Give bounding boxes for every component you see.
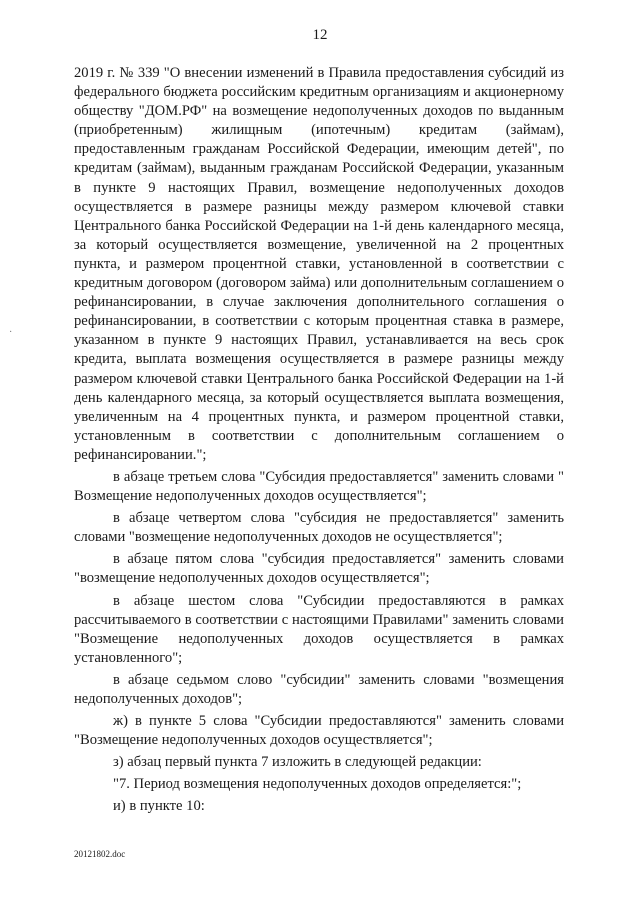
- paragraph-7: ж) в пункте 5 слова "Субсидии предоставляются" заменить словами "Возмещение недополученных доходов осуществляется";: [74, 713, 564, 749]
- paragraph-10: и) в пункте 10:: [113, 798, 205, 815]
- paragraph-8: з) абзац первый пункта 7 изложить в следующей редакции:: [113, 754, 482, 771]
- paragraph-9: "7. Период возмещения недополученных доходов определяется:";: [113, 776, 522, 793]
- paragraph-4: в абзаце пятом слова "субсидия предоставляется" заменить словами "возмещение недополученных доходов осуществляется";: [74, 551, 564, 587]
- page-number: 12: [312, 27, 328, 43]
- paragraph-1: 2019 г. № 339 "О внесении изменений в Правила предоставления субсидий из федерального бюджета российским кредитным организациям и акционерному обществу "ДОМ.РФ" на возмещение недополученных доходов по выданным (приобретенным) жилищным (ипотечным) кредитам (займам), предоставленным гражданам Российской Федерации, имеющим детей", по кредитам (займам), выданным гражданам Российской Федерации, указанным в пункте 9 настоящих Правил, возмещение недополученных доходов осуществляется в размере разницы между размером ключевой ставки Центрального банка Российской Федерации на 1-й день календарного месяца, за который осуществляется возмещение, увеличенной на 2 процентных пункта, и размером процентной ставки, установленной в соответствии с кредитным договором (договором займа) или дополнительным соглашением о рефинансировании, в случае заключения дополнительного соглашения о рефинансировании, в соответствии с которым процентная ставка в размере, указанном в пункте 9 настоящих Правил, устанавливается на весь срок кредита, выплата возмещения осуществляется в размере разницы между размером ключевой ставки Центрального банка Российской Федерации на 1-й день календарного месяца, за который осуществляется выплата возмещения, увеличенным на 4 процентных пункта, и размером процентной ставки, установленным в соответствии с дополнительным соглашением о рефинансировании.";: [74, 65, 564, 463]
- paragraph-6: в абзаце седьмом слово "субсидии" заменить словами "возмещения недополученных доходов";: [74, 671, 564, 707]
- document-body: [74, 64, 564, 817]
- paragraph-2: в абзаце третьем слова "Субсидия предоставляется" заменить словами " Возмещение недополученных доходов осуществляется";: [74, 468, 564, 505]
- margin-mark: ·: [9, 327, 13, 338]
- paragraph-5: в абзаце шестом слова "Субсидии предоставляются в рамках рассчитываемого в соответствии с настоящими Правилами" заменить словами "Возмещение недополученных доходов осуществляется в рамках установленного";: [74, 592, 564, 666]
- footer-filename: 20121802.doc: [74, 849, 126, 859]
- paragraph-3: в абзаце четвертом слова "субсидия не предоставляется" заменить словами "возмещение недополученных доходов не осуществляется";: [74, 510, 564, 546]
